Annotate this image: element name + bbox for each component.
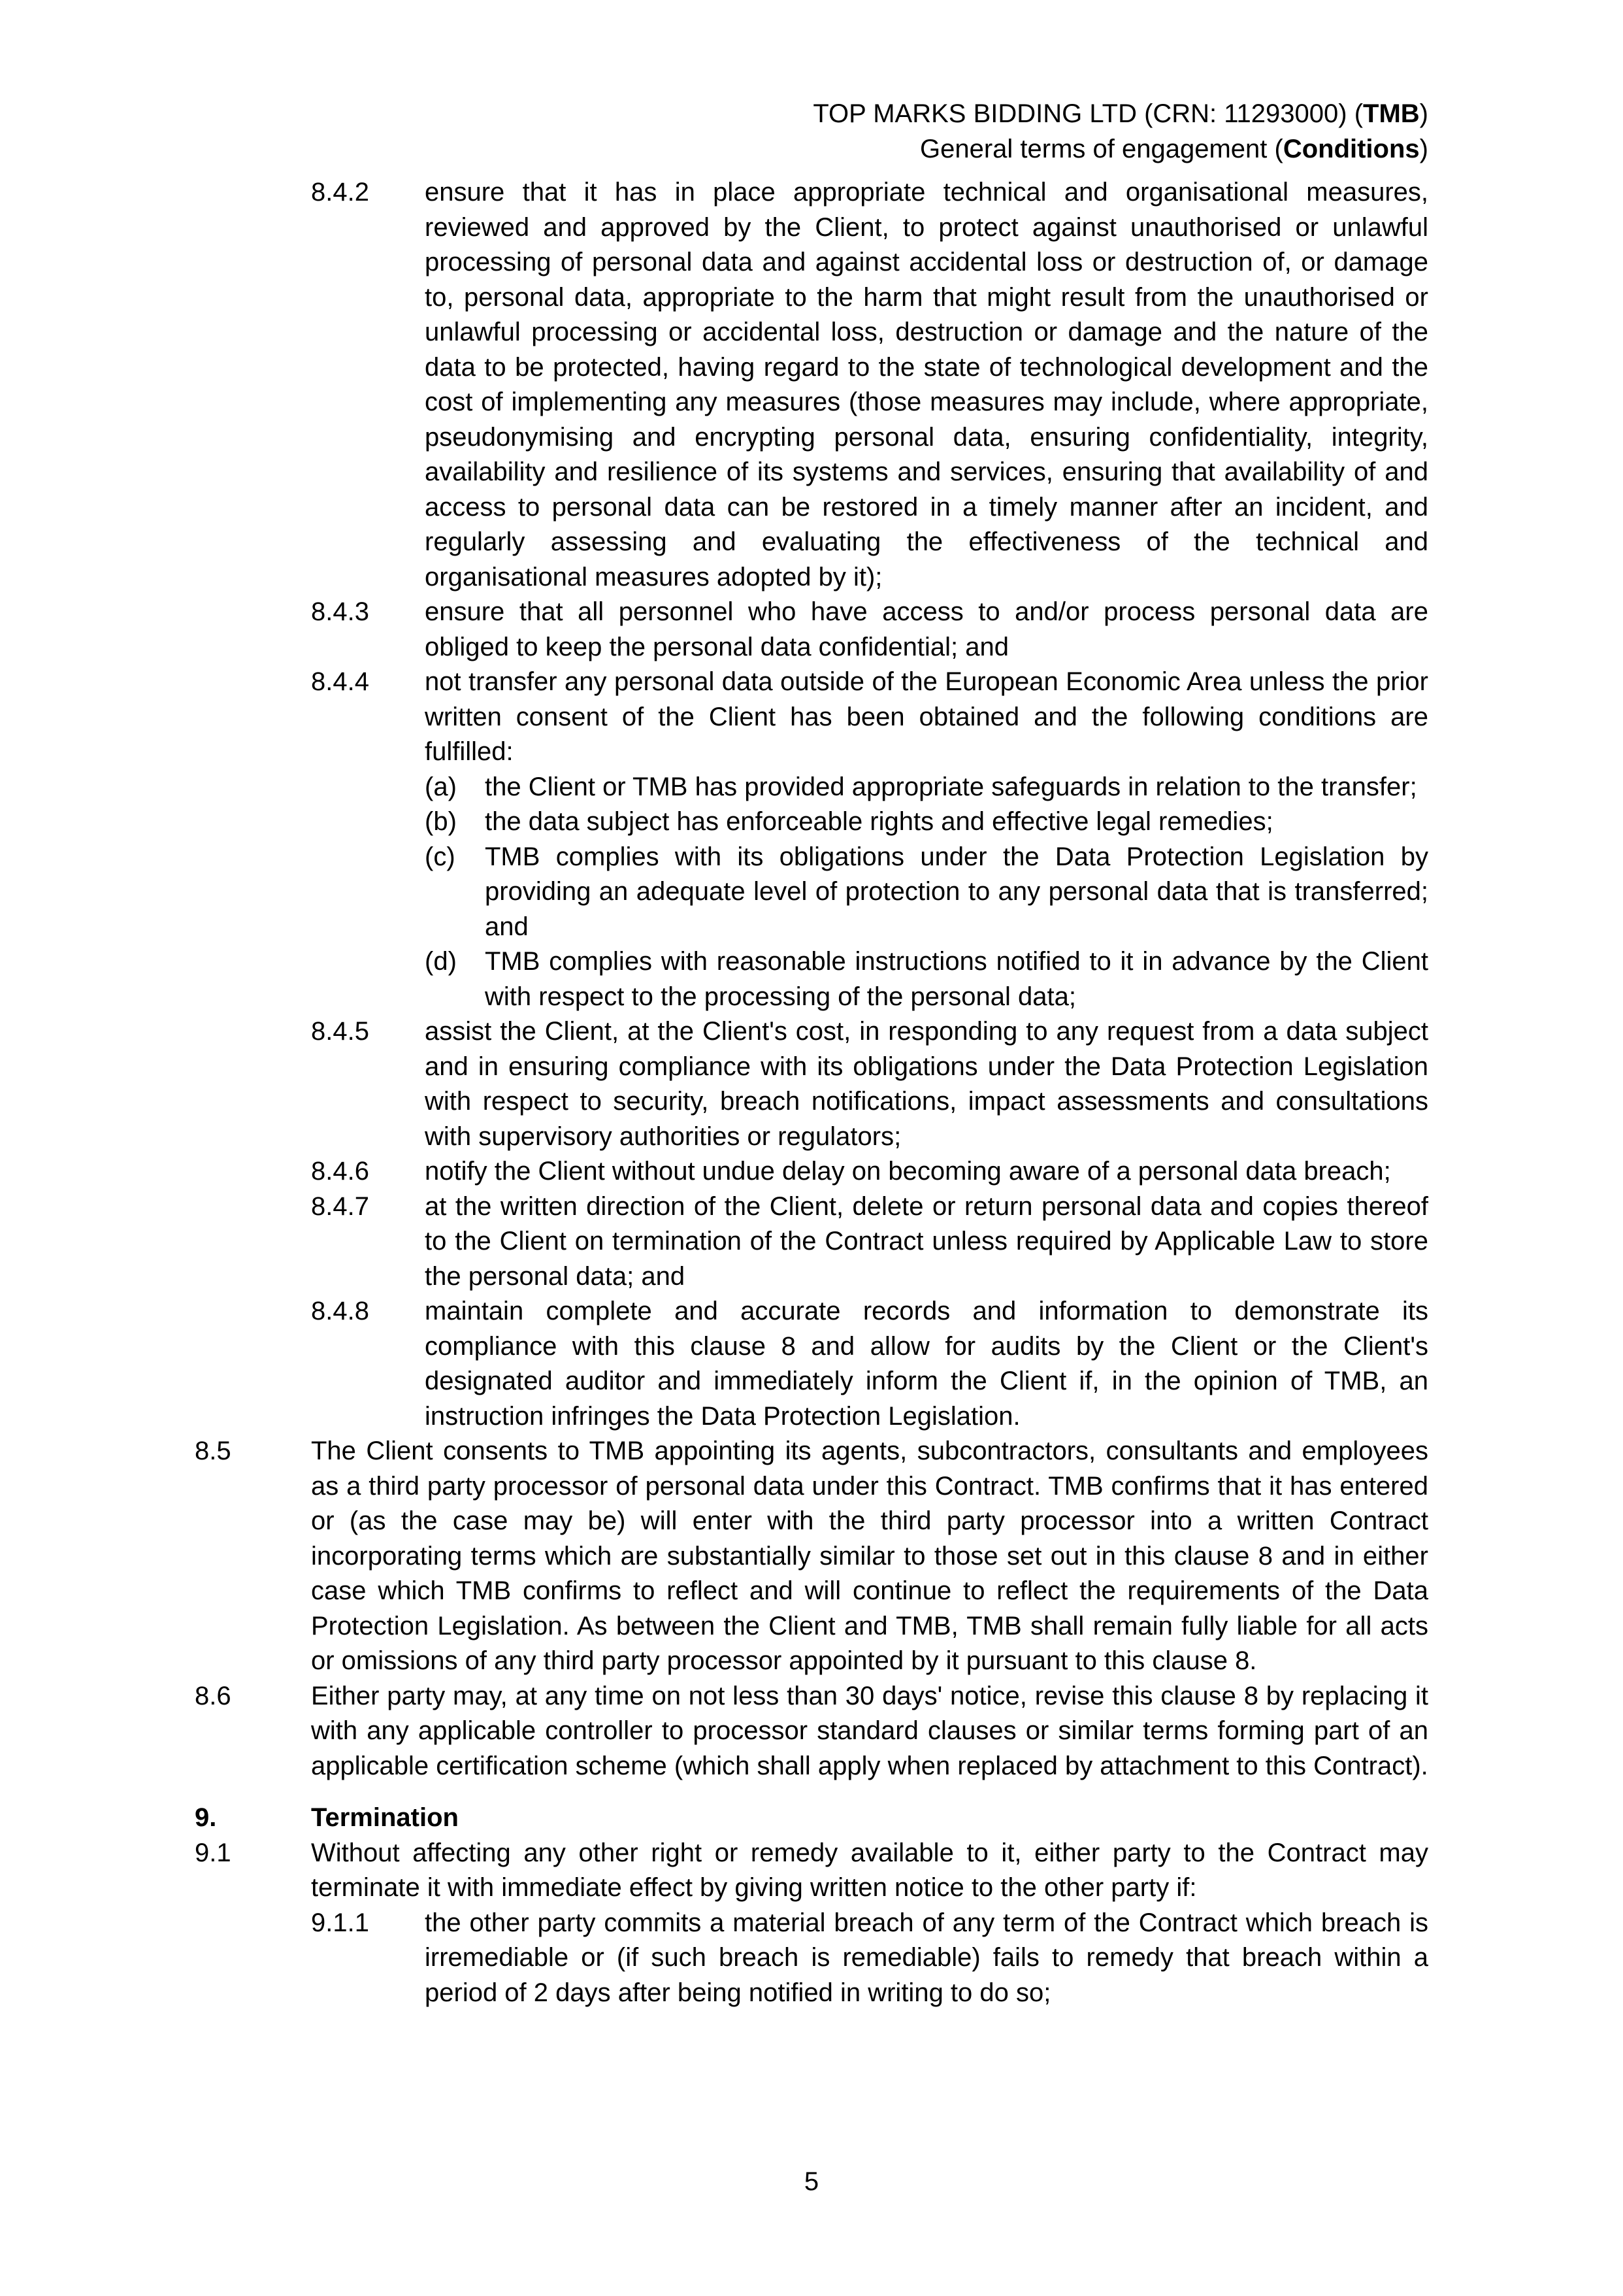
clause-number: (c) bbox=[425, 842, 455, 871]
clause-number: 8.4.7 bbox=[311, 1191, 369, 1221]
clause-8-4-4 bbox=[311, 665, 1428, 770]
clause-text: TMB complies with reasonable instructions notified to it in advance by the Client with respect to the processing of the personal data; bbox=[485, 947, 1428, 1011]
document-body bbox=[195, 175, 1428, 2010]
clause-text: at the written direction of the Client, delete or return personal data and copies thereof to the Client on termination of the Contract unless required by Applicable Law to store the personal data; and bbox=[425, 1191, 1428, 1291]
section-heading-termination bbox=[195, 1801, 1428, 1836]
clause-text: notify the Client without undue delay on becoming aware of a personal data breach; bbox=[425, 1157, 1391, 1186]
clause-text: The Client consents to TMB appointing its agents, subcontractors, consultants and employees as a third party processor of personal data under this Contract. TMB confirms that it has entered or (as the case may be) will enter with the third party processor into a written Contract incorporating terms which are substantially similar to those set out in this clause 8 and in either case which TMB confirms to reflect and will continue to reflect the requirements of the Data Protection Legislation. As between the Client and TMB, TMB shall remain fully liable for all acts or omissions of any third party processor appointed by it pursuant to this clause 8. bbox=[311, 1437, 1428, 1675]
clause-9-1-1 bbox=[311, 1906, 1428, 2011]
header-title-line: General terms of engagement (Conditions) bbox=[919, 134, 1428, 163]
section-number: 9. bbox=[195, 1803, 217, 1832]
clause-text: the Client or TMB has provided appropriate safeguards in relation to the transfer; bbox=[485, 772, 1417, 801]
clause-number: 8.5 bbox=[195, 1437, 231, 1465]
clause-text: Without affecting any other right or remedy available to it, either party to the Contract may terminate it with immediate effect by giving written notice to the other party if: bbox=[311, 1838, 1428, 1902]
clause-8-4-8 bbox=[311, 1294, 1428, 1434]
clause-number: 9.1 bbox=[195, 1838, 231, 1867]
clause-text: TMB complies with its obligations under the Data Protection Legislation by providing an adequate level of protection to any personal data that is transferred; and bbox=[485, 842, 1428, 941]
clause-8-4-4-c bbox=[425, 840, 1428, 945]
clause-8-5 bbox=[195, 1434, 1428, 1679]
clause-8-4-7 bbox=[311, 1190, 1428, 1295]
clause-text: not transfer any personal data outside of the European Economic Area unless the prior written consent of the Client has been obtained and the following conditions are fulfilled: bbox=[425, 667, 1428, 766]
clause-number: 8.6 bbox=[195, 1681, 231, 1710]
clause-8-4-4-d bbox=[425, 944, 1428, 1014]
clause-number: (b) bbox=[425, 807, 457, 836]
clause-text: the data subject has enforceable rights and effective legal remedies; bbox=[485, 807, 1273, 836]
clause-text: maintain complete and accurate records and information to demonstrate its compliance with this clause 8 and allow for audits by the Client or the Client's designated auditor and immediately inform the Client if, in the opinion of TMB, an instruction infringes the Data Protection Legislation. bbox=[425, 1297, 1428, 1431]
clause-8-4-4-b bbox=[425, 805, 1428, 840]
page-number: 5 bbox=[804, 2167, 819, 2196]
document-header bbox=[813, 97, 1428, 167]
clause-number: 8.4.2 bbox=[311, 178, 369, 207]
clause-text: the other party commits a material breach of any term of the Contract which breach is irremediable or (if such breach is remediable) fails to remedy that breach within a period of 2 days after being notified in writing to do so; bbox=[425, 1908, 1428, 2007]
clause-8-4-3 bbox=[311, 595, 1428, 665]
clause-8-4-4-a bbox=[425, 770, 1428, 805]
clause-text: assist the Client, at the Client's cost, in responding to any request from a data subject and in ensuring compliance with its obligations under the Data Protection Legislation with respect to security, breach notifications, impact assessments and consultations with supervisory authorities or regulators; bbox=[425, 1017, 1428, 1151]
clause-number: 8.4.4 bbox=[311, 667, 369, 696]
clause-text: ensure that it has in place appropriate technical and organisational measures, reviewed and approved by the Client, to protect against unauthorised or unlawful processing of personal data and against accidental loss or destruction of, or damage to, personal data, appropriate to the harm that might result from the unauthorised or unlawful processing or accidental loss, destruction or damage and the nature of the data to be protected, having regard to the state of technological development and the cost of implementing any measures (those measures may include, where appropriate, pseudonymising and encrypting personal data, ensuring confidentiality, integrity, availability and resilience of its systems and services, ensuring that availability of and access to personal data can be restored in a timely manner after an incident, and regularly assessing and evaluating the effectiveness of the technical and organisational measures adopted by it); bbox=[425, 178, 1428, 591]
clause-text: Either party may, at any time on not less than 30 days' notice, revise this clause 8 by replacing it with any applicable controller to processor standard clauses or similar terms forming part of an applicable certification scheme (which shall apply when replaced by attachment to this Contract). bbox=[311, 1681, 1428, 1780]
clause-8-4-5 bbox=[311, 1014, 1428, 1154]
clause-number: 9.1.1 bbox=[311, 1908, 369, 1937]
clause-number: 8.4.5 bbox=[311, 1017, 369, 1046]
clause-9-1 bbox=[195, 1836, 1428, 1906]
clause-number: 8.4.3 bbox=[311, 597, 369, 626]
clause-8-4-2 bbox=[311, 175, 1428, 595]
clause-number: (d) bbox=[425, 947, 457, 976]
clause-number: 8.4.6 bbox=[311, 1157, 369, 1186]
clause-8-6 bbox=[195, 1679, 1428, 1784]
clause-number: 8.4.8 bbox=[311, 1297, 369, 1325]
clause-text: ensure that all personnel who have access to and/or process personal data are obliged to keep the personal data confidential; and bbox=[425, 597, 1428, 661]
clause-number: (a) bbox=[425, 772, 457, 801]
clause-8-4-6 bbox=[311, 1154, 1428, 1190]
section-title: Termination bbox=[311, 1803, 459, 1832]
header-company-line: TOP MARKS BIDDING LTD (CRN: 11293000) (TMB) bbox=[813, 99, 1428, 128]
